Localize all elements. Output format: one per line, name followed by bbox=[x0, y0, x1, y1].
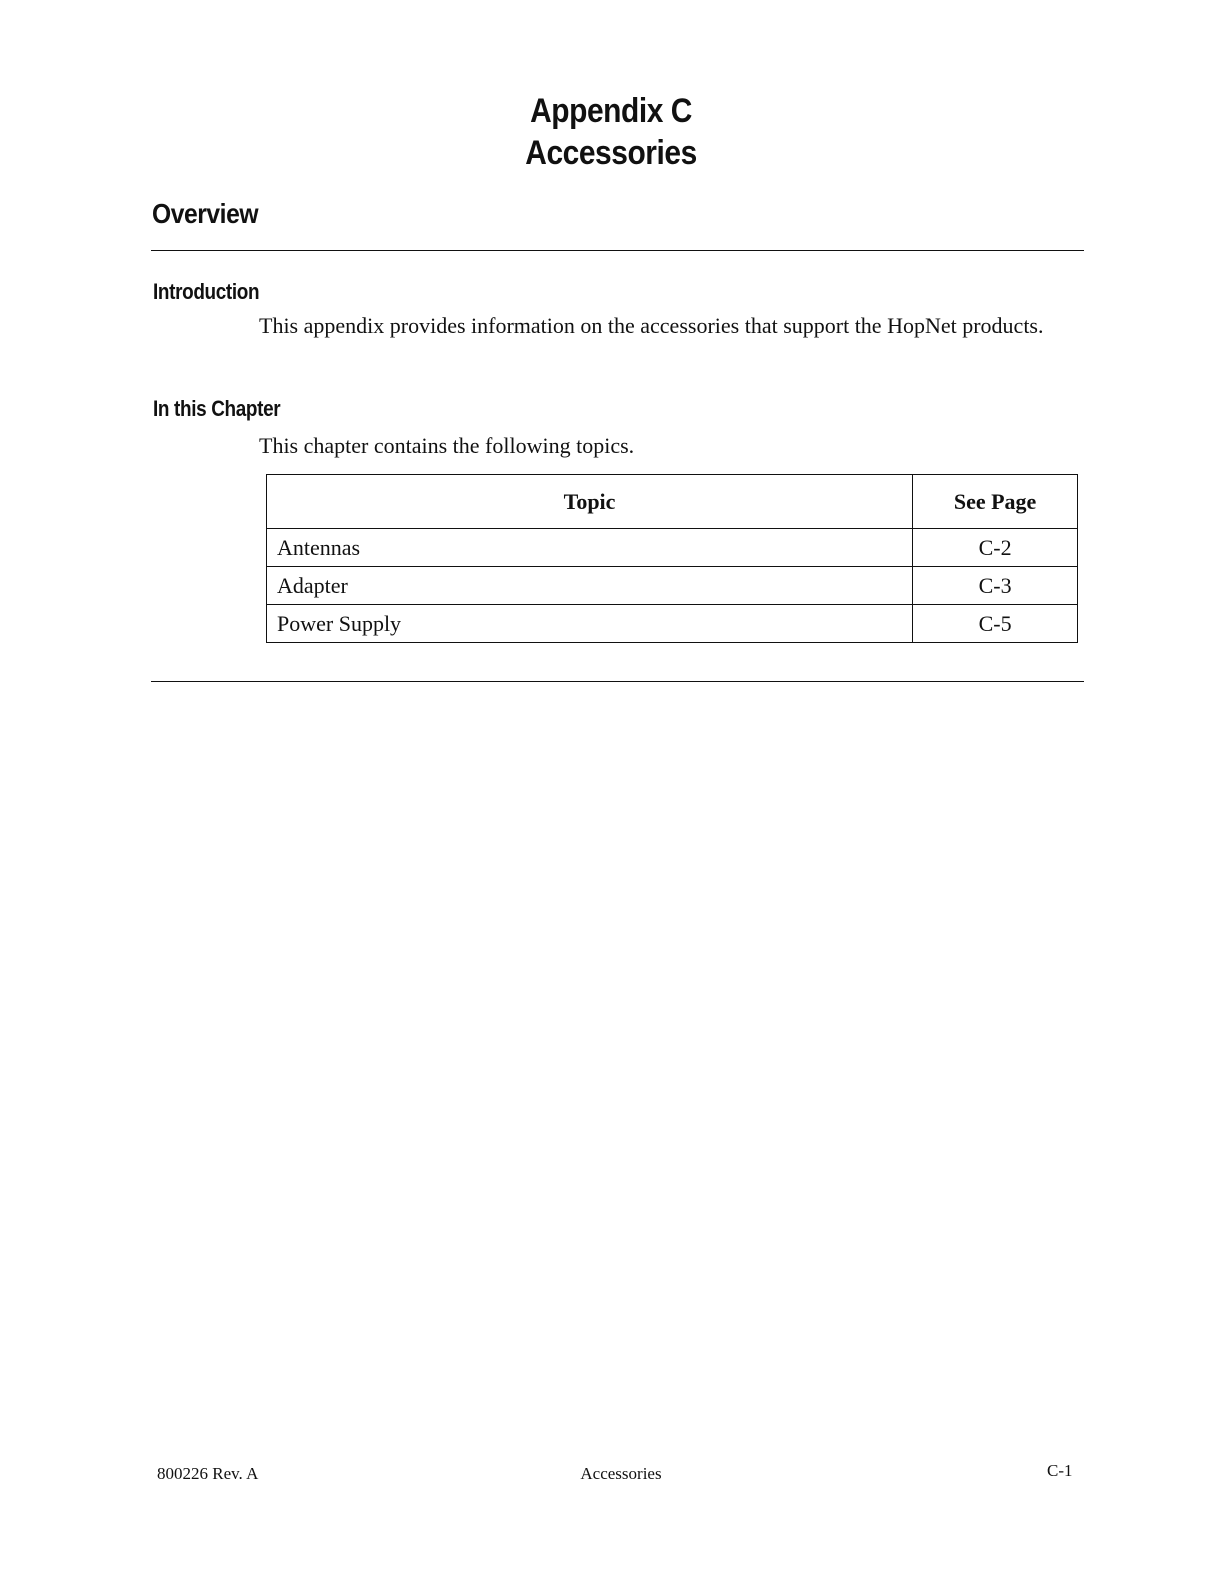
page-cell: C-3 bbox=[913, 567, 1078, 605]
table-header-row bbox=[267, 475, 1078, 529]
topic-column-header: Topic bbox=[267, 475, 913, 529]
section-divider-bottom bbox=[151, 681, 1084, 682]
footer-page-number: C-1 bbox=[1047, 1461, 1073, 1480]
footer-document-number: 800226 Rev. A bbox=[157, 1464, 259, 1483]
topic-cell: Antennas bbox=[267, 529, 913, 567]
footer-section-title: Accessories bbox=[580, 1464, 662, 1483]
introduction-heading: Introduction bbox=[153, 279, 260, 304]
section-divider-top bbox=[151, 250, 1084, 251]
table-row bbox=[267, 529, 1078, 567]
appendix-title: Appendix C bbox=[530, 92, 692, 130]
table-row bbox=[267, 567, 1078, 605]
introduction-text: This appendix provides information on the accessories that support the HopNet products. bbox=[259, 313, 1044, 338]
see-page-column-header: See Page bbox=[913, 475, 1078, 529]
topic-cell: Adapter bbox=[267, 567, 913, 605]
appendix-subtitle: Accessories bbox=[525, 134, 697, 172]
page-cell: C-2 bbox=[913, 529, 1078, 567]
overview-heading: Overview bbox=[152, 198, 259, 229]
page-cell: C-5 bbox=[913, 605, 1078, 643]
in-this-chapter-text: This chapter contains the following topics. bbox=[259, 433, 635, 458]
table-row bbox=[267, 605, 1078, 643]
in-this-chapter-heading: In this Chapter bbox=[153, 396, 281, 421]
topics-table bbox=[266, 474, 1078, 643]
topic-cell: Power Supply bbox=[267, 605, 913, 643]
